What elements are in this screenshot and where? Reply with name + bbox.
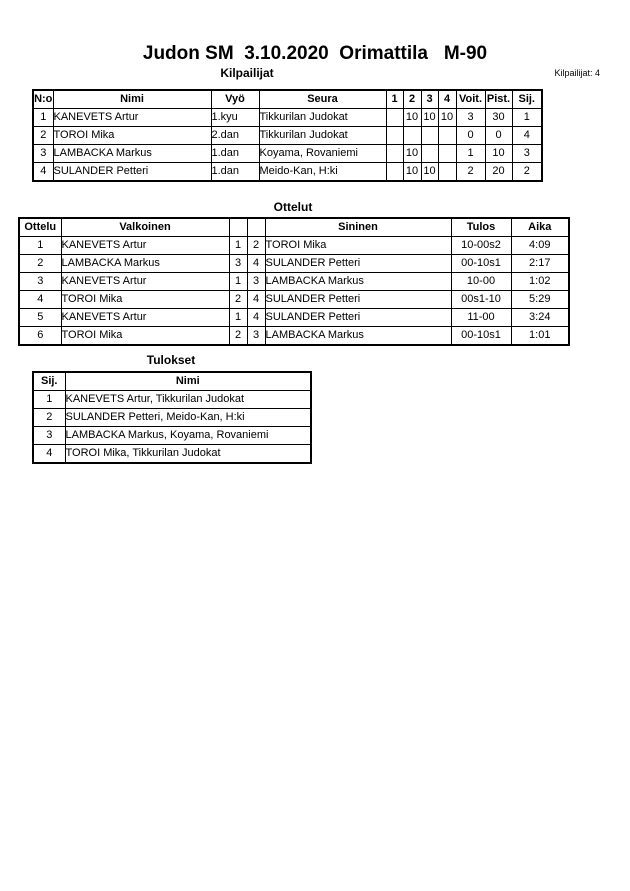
section-title-kilpailijat: Kilpailijat xyxy=(220,66,274,80)
column-header: Ottelu xyxy=(19,218,61,237)
table-cell: SULANDER Petteri, Meido-Kan, H:ki xyxy=(65,409,311,427)
table-cell: LAMBACKA Markus xyxy=(53,145,211,163)
table-cell: 4 xyxy=(33,445,65,464)
kilpailijat-table-body xyxy=(33,109,542,182)
table-cell xyxy=(438,145,456,163)
table-cell: 1:01 xyxy=(511,327,569,346)
table-cell: 2:17 xyxy=(511,255,569,273)
table-cell: 5 xyxy=(19,309,61,327)
table-cell: 4 xyxy=(247,309,265,327)
table-cell: 1 xyxy=(512,109,542,127)
table-cell: 3 xyxy=(33,427,65,445)
column-header: Sij. xyxy=(33,372,65,391)
table-cell xyxy=(421,127,438,145)
table-cell: 3 xyxy=(456,109,485,127)
table-cell: 4 xyxy=(19,291,61,309)
table-cell xyxy=(386,127,403,145)
table-cell xyxy=(438,127,456,145)
table-cell: 3:24 xyxy=(511,309,569,327)
table-cell: Koyama, Rovaniemi xyxy=(259,145,386,163)
column-header: Nimi xyxy=(53,90,211,109)
table-cell: 1 xyxy=(19,237,61,255)
table-cell: 3 xyxy=(33,145,53,163)
table-cell: 00s1-10 xyxy=(451,291,511,309)
table-cell: 5:29 xyxy=(511,291,569,309)
column-header xyxy=(247,218,265,237)
table-cell xyxy=(386,145,403,163)
table-cell: LAMBACKA Markus xyxy=(265,327,451,346)
column-header: Tulos xyxy=(451,218,511,237)
table-row xyxy=(33,145,542,163)
table-cell: 2 xyxy=(229,327,247,346)
table-cell: 2.dan xyxy=(211,127,259,145)
table-cell: 30 xyxy=(485,109,512,127)
table-cell: 4 xyxy=(247,255,265,273)
table-cell: 6 xyxy=(19,327,61,346)
table-row xyxy=(33,391,311,409)
table-cell: 3 xyxy=(512,145,542,163)
table-cell: 4 xyxy=(247,291,265,309)
table-cell xyxy=(438,163,456,182)
ottelut-table-head xyxy=(19,218,569,237)
column-header: Pist. xyxy=(485,90,512,109)
column-header: Aika xyxy=(511,218,569,237)
table-cell: 10-00s2 xyxy=(451,237,511,255)
table-cell: TOROI Mika xyxy=(61,327,229,346)
table-cell: 10 xyxy=(485,145,512,163)
table-cell: KANEVETS Artur xyxy=(61,237,229,255)
tulokset-table-head xyxy=(33,372,311,391)
table-cell: KANEVETS Artur xyxy=(61,309,229,327)
table-cell: 1:02 xyxy=(511,273,569,291)
table-cell: 10 xyxy=(421,109,438,127)
section-title-ottelut: Ottelut xyxy=(273,200,313,214)
table-cell: 2 xyxy=(33,409,65,427)
table-cell: 20 xyxy=(485,163,512,182)
table-cell: 2 xyxy=(512,163,542,182)
table-cell: 0 xyxy=(485,127,512,145)
table-cell: 10 xyxy=(403,163,421,182)
table-cell: KANEVETS Artur xyxy=(61,273,229,291)
table-row xyxy=(33,409,311,427)
column-header: Vyö xyxy=(211,90,259,109)
column-header: 4 xyxy=(438,90,456,109)
table-header-row xyxy=(33,372,311,391)
table-cell: 10 xyxy=(438,109,456,127)
column-header: Sininen xyxy=(265,218,451,237)
table-cell: 1.dan xyxy=(211,163,259,182)
table-cell: KANEVETS Artur, Tikkurilan Judokat xyxy=(65,391,311,409)
table-cell: 1.kyu xyxy=(211,109,259,127)
table-cell: 3 xyxy=(19,273,61,291)
table-cell: Meido-Kan, H:ki xyxy=(259,163,386,182)
table-header-row xyxy=(19,218,569,237)
table-cell: TOROI Mika xyxy=(61,291,229,309)
column-header: N:o xyxy=(33,90,53,109)
table-cell: 1 xyxy=(229,237,247,255)
table-cell: SULANDER Petteri xyxy=(265,291,451,309)
column-header: 2 xyxy=(403,90,421,109)
table-cell: 3 xyxy=(247,273,265,291)
table-row xyxy=(19,291,569,309)
table-cell: 10 xyxy=(403,109,421,127)
table-cell: 2 xyxy=(456,163,485,182)
kilpailijat-table-head xyxy=(33,90,542,109)
table-row xyxy=(33,163,542,182)
table-row xyxy=(19,273,569,291)
column-header: Valkoinen xyxy=(61,218,229,237)
table-cell: 00-10s1 xyxy=(451,327,511,346)
table-row xyxy=(33,127,542,145)
table-cell: 1 xyxy=(456,145,485,163)
tulokset-table xyxy=(32,371,312,464)
column-header: Nimi xyxy=(65,372,311,391)
table-cell: 4 xyxy=(512,127,542,145)
table-cell: SULANDER Petteri xyxy=(53,163,211,182)
table-cell: Tikkurilan Judokat xyxy=(259,127,386,145)
table-row xyxy=(33,109,542,127)
column-header xyxy=(229,218,247,237)
table-cell xyxy=(403,127,421,145)
table-cell: 0 xyxy=(456,127,485,145)
table-cell: 10-00 xyxy=(451,273,511,291)
table-cell: 1 xyxy=(33,109,53,127)
table-cell: 1 xyxy=(229,309,247,327)
tulokset-table-body xyxy=(33,391,311,464)
table-row xyxy=(19,255,569,273)
table-cell: 1 xyxy=(229,273,247,291)
kilpailijat-table xyxy=(32,89,543,182)
ottelut-table xyxy=(18,217,570,346)
table-cell: LAMBACKA Markus, Koyama, Rovaniemi xyxy=(65,427,311,445)
table-row xyxy=(19,309,569,327)
table-header-row xyxy=(33,90,542,109)
table-cell: Tikkurilan Judokat xyxy=(259,109,386,127)
table-cell: 00-10s1 xyxy=(451,255,511,273)
table-row xyxy=(19,327,569,346)
table-cell: TOROI Mika xyxy=(53,127,211,145)
table-cell: 2 xyxy=(19,255,61,273)
column-header: 1 xyxy=(386,90,403,109)
table-cell: SULANDER Petteri xyxy=(265,255,451,273)
table-cell: 4 xyxy=(33,163,53,182)
column-header: Seura xyxy=(259,90,386,109)
table-cell: KANEVETS Artur xyxy=(53,109,211,127)
page-title: Judon SM 3.10.2020 Orimattila M-90 xyxy=(142,43,488,64)
table-cell: 10 xyxy=(403,145,421,163)
table-row xyxy=(33,427,311,445)
table-cell: 11-00 xyxy=(451,309,511,327)
table-cell: 1.dan xyxy=(211,145,259,163)
ottelut-table-body xyxy=(19,237,569,346)
table-cell: LAMBACKA Markus xyxy=(61,255,229,273)
table-cell: 2 xyxy=(33,127,53,145)
table-cell: 3 xyxy=(247,327,265,346)
table-cell xyxy=(421,145,438,163)
table-cell: SULANDER Petteri xyxy=(265,309,451,327)
column-header: Sij. xyxy=(512,90,542,109)
section-title-tulokset: Tulokset xyxy=(146,353,196,367)
table-cell: 4:09 xyxy=(511,237,569,255)
table-row xyxy=(33,445,311,464)
table-cell: 2 xyxy=(229,291,247,309)
table-cell: LAMBACKA Markus xyxy=(265,273,451,291)
competitor-count-label: Kilpailijat: 4 xyxy=(554,68,600,78)
table-cell: TOROI Mika xyxy=(265,237,451,255)
column-header: Voit. xyxy=(456,90,485,109)
table-cell: 1 xyxy=(33,391,65,409)
table-cell: 10 xyxy=(421,163,438,182)
table-cell xyxy=(386,163,403,182)
table-cell: 3 xyxy=(229,255,247,273)
table-cell: 2 xyxy=(247,237,265,255)
column-header: 3 xyxy=(421,90,438,109)
table-row xyxy=(19,237,569,255)
table-cell: TOROI Mika, Tikkurilan Judokat xyxy=(65,445,311,464)
table-cell xyxy=(386,109,403,127)
